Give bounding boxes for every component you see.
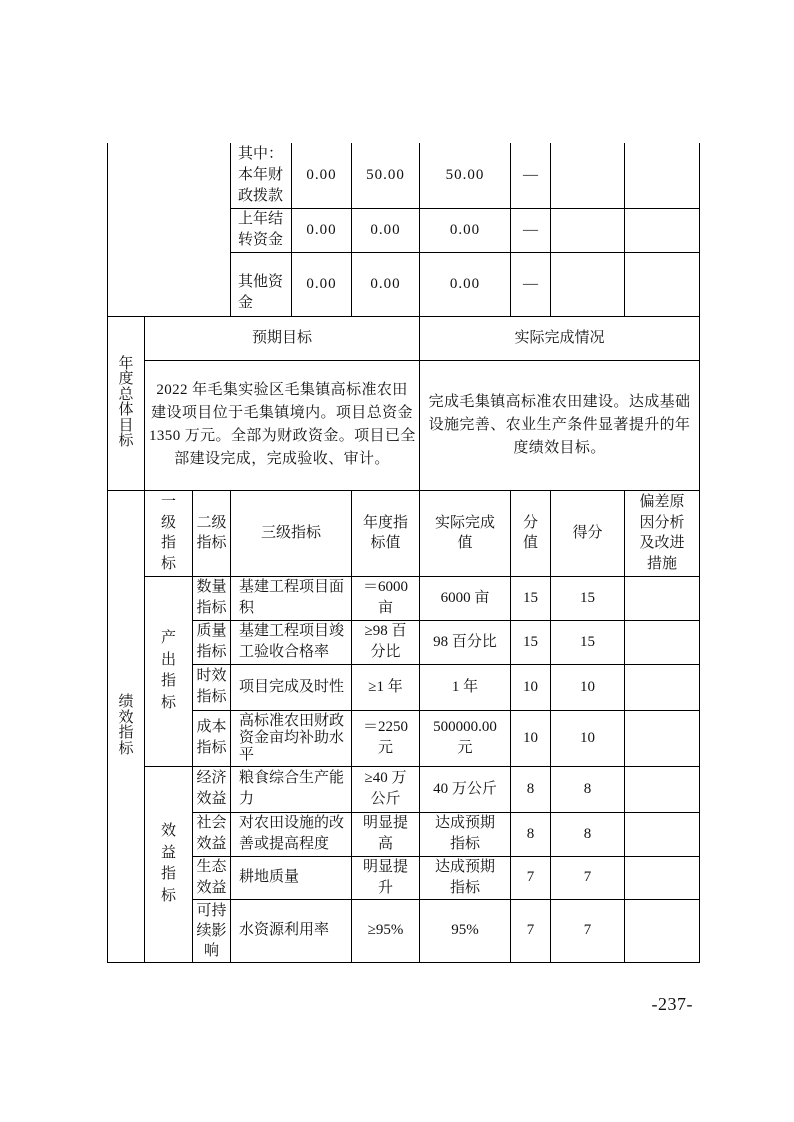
funding-label-cell bbox=[231, 252, 292, 316]
funding-value: 0.00 bbox=[370, 221, 401, 238]
expected-goal-line: 2022 年毛集实验区毛集镇高标准农田 bbox=[156, 382, 408, 398]
score-value: 7 bbox=[583, 869, 592, 885]
header-deviation-cell bbox=[625, 490, 700, 576]
header-level1: 一级指标 bbox=[160, 494, 176, 572]
actual-value: 98 百分比 bbox=[433, 633, 497, 650]
level2-label: 成本指标 bbox=[196, 719, 227, 756]
header-target-cell bbox=[352, 490, 420, 576]
level3-cell bbox=[231, 710, 352, 766]
score-value: 10 bbox=[580, 729, 596, 746]
funding-value-cell bbox=[420, 208, 511, 252]
actual-status-line: 设施完善、农业生产条件显著提升的年 bbox=[428, 416, 691, 433]
level3-label: 基建工程项目竣工验收合格率 bbox=[239, 623, 345, 660]
indicator-header-row bbox=[108, 490, 700, 576]
header-deviation: 偏差原因分析及改进措施 bbox=[639, 494, 685, 572]
score-value: 10 bbox=[580, 678, 596, 695]
funding-value: 50.00 bbox=[366, 166, 405, 183]
funding-value-cell bbox=[420, 143, 511, 208]
page-number: -237- bbox=[651, 994, 693, 1014]
target-cell bbox=[352, 812, 420, 856]
score-cell bbox=[551, 856, 625, 899]
actual-value: 95% bbox=[451, 922, 479, 939]
funding-empty-cell bbox=[551, 252, 625, 316]
level1-label: 产出指标 bbox=[160, 630, 176, 711]
funding-value: 0.00 bbox=[306, 275, 337, 292]
target-value: ＝6000亩 bbox=[363, 579, 409, 616]
target-cell bbox=[352, 899, 420, 962]
level3-cell bbox=[231, 812, 352, 856]
funding-dash: — bbox=[523, 221, 539, 238]
level3-label: 水资源利用率 bbox=[239, 922, 330, 939]
header-level3-cell bbox=[231, 490, 352, 576]
weight-cell bbox=[511, 620, 551, 664]
actual-cell bbox=[420, 812, 511, 856]
funding-dash-cell bbox=[511, 143, 551, 208]
annual-goal-section-label: 年度总体目标 bbox=[118, 355, 134, 449]
performance-table bbox=[107, 143, 700, 963]
level3-cell bbox=[231, 620, 352, 664]
header-score-cell bbox=[551, 490, 625, 576]
funding-value-cell bbox=[292, 252, 352, 316]
actual-status-cell bbox=[420, 360, 700, 490]
funding-value: 0.00 bbox=[306, 166, 337, 183]
header-actual-cell bbox=[420, 490, 511, 576]
level1-output-cell bbox=[145, 576, 193, 766]
expected-goal-cell bbox=[145, 360, 420, 490]
weight-cell bbox=[511, 812, 551, 856]
actual-value: 500000.00元 bbox=[433, 719, 497, 756]
actual-cell bbox=[420, 710, 511, 766]
deviation-cell bbox=[625, 576, 700, 620]
level3-label: 高标准农田财政资金亩均补助水平 bbox=[239, 712, 345, 763]
weight-cell bbox=[511, 664, 551, 710]
funding-label: 上年结转资金 bbox=[238, 211, 284, 248]
indicator-row bbox=[108, 812, 700, 856]
weight-value: 8 bbox=[526, 780, 535, 797]
header-level3: 三级指标 bbox=[261, 524, 322, 541]
level3-label: 对农田设施的改善或提高程度 bbox=[239, 815, 345, 852]
expected-goal-line: 建设项目位于毛集镇境内。项目总资金 bbox=[151, 405, 413, 421]
performance-section-label: 绩效指标 bbox=[118, 694, 134, 757]
actual-value: 6000 亩 bbox=[440, 589, 490, 606]
target-value: ≥98 百分比 bbox=[364, 623, 407, 660]
weight-cell bbox=[511, 856, 551, 899]
funding-value: 50.00 bbox=[445, 166, 485, 183]
funding-empty-cell bbox=[625, 208, 700, 252]
indicator-row bbox=[108, 576, 700, 620]
funding-value-cell bbox=[352, 143, 420, 208]
funding-value: 0.00 bbox=[449, 221, 481, 238]
weight-cell bbox=[511, 576, 551, 620]
header-score: 得分 bbox=[572, 524, 603, 541]
header-target: 年度指标值 bbox=[363, 514, 409, 551]
funding-empty-cell bbox=[551, 143, 625, 208]
funding-label-cell bbox=[231, 143, 292, 208]
funding-row bbox=[108, 143, 700, 208]
funding-dash: — bbox=[523, 275, 539, 292]
level2-cell bbox=[193, 856, 231, 899]
level2-cell bbox=[193, 766, 231, 812]
annual-goal-header-row bbox=[108, 316, 700, 360]
funding-dash-cell bbox=[511, 252, 551, 316]
indicator-row bbox=[108, 664, 700, 710]
target-cell bbox=[352, 856, 420, 899]
level2-cell bbox=[193, 620, 231, 664]
deviation-cell bbox=[625, 899, 700, 962]
actual-status-header-cell bbox=[420, 316, 700, 360]
level2-label: 经济效益 bbox=[196, 770, 227, 807]
weight-cell bbox=[511, 899, 551, 962]
score-value: 15 bbox=[580, 589, 596, 606]
funding-value-cell bbox=[292, 143, 352, 208]
score-value: 15 bbox=[580, 633, 596, 650]
target-cell bbox=[352, 664, 420, 710]
level1-label: 效益指标 bbox=[160, 823, 176, 904]
weight-value: 10 bbox=[523, 678, 539, 695]
funding-dash-cell bbox=[511, 208, 551, 252]
score-cell bbox=[551, 710, 625, 766]
actual-cell bbox=[420, 620, 511, 664]
header-weight-cell bbox=[511, 490, 551, 576]
level3-label: 项目完成及时性 bbox=[239, 678, 345, 695]
header-level2: 二级指标 bbox=[196, 514, 227, 551]
score-cell bbox=[551, 766, 625, 812]
funding-label: 其中：本年财政拨款 bbox=[238, 145, 284, 204]
weight-cell bbox=[511, 710, 551, 766]
header-actual: 实际完成值 bbox=[435, 514, 496, 551]
weight-cell bbox=[511, 766, 551, 812]
deviation-cell bbox=[625, 664, 700, 710]
expected-goal-line: 部建设完成，完成验收、审计。 bbox=[174, 451, 390, 467]
funding-empty-cell bbox=[625, 252, 700, 316]
expected-goal-header: 预期目标 bbox=[252, 329, 313, 346]
header-level2-cell bbox=[193, 490, 231, 576]
funding-value: 0.00 bbox=[370, 275, 401, 292]
expected-goal-header-cell bbox=[145, 316, 420, 360]
level3-label: 粮食综合生产能力 bbox=[239, 770, 345, 807]
score-cell bbox=[551, 664, 625, 710]
funding-value: 0.00 bbox=[306, 221, 337, 238]
level3-cell bbox=[231, 899, 352, 962]
score-cell bbox=[551, 620, 625, 664]
funding-dash: — bbox=[523, 166, 539, 183]
funding-value-cell bbox=[292, 208, 352, 252]
level3-cell bbox=[231, 664, 352, 710]
level3-cell bbox=[231, 576, 352, 620]
target-cell bbox=[352, 576, 420, 620]
deviation-cell bbox=[625, 766, 700, 812]
funding-value-cell bbox=[420, 252, 511, 316]
actual-value: 达成预期指标 bbox=[435, 815, 496, 852]
expected-goal-line: 1350 万元。全部为财政资金。项目已全 bbox=[149, 428, 416, 444]
actual-value: 40 万公斤 bbox=[433, 780, 497, 797]
level2-label: 数量指标 bbox=[196, 579, 227, 616]
target-value: ≥95% bbox=[367, 922, 404, 939]
deviation-cell bbox=[625, 856, 700, 899]
actual-status-header: 实际完成情况 bbox=[514, 329, 605, 346]
target-value: 明显提升 bbox=[363, 858, 409, 896]
funding-blank-cell bbox=[108, 143, 231, 316]
level2-label: 生态效益 bbox=[196, 858, 227, 896]
actual-cell bbox=[420, 856, 511, 899]
funding-empty-cell bbox=[551, 208, 625, 252]
funding-value: 0.00 bbox=[449, 275, 481, 292]
level2-label: 时效指标 bbox=[196, 668, 227, 705]
score-value: 8 bbox=[583, 780, 592, 797]
actual-status-line: 完成毛集镇高标准农田建设。达成基础 bbox=[428, 393, 691, 410]
weight-value: 7 bbox=[526, 922, 535, 938]
target-value: ＝2250元 bbox=[363, 719, 409, 756]
level3-label: 基建工程项目面积 bbox=[239, 579, 345, 616]
funding-empty-cell bbox=[625, 143, 700, 208]
score-value: 8 bbox=[583, 825, 592, 842]
indicator-row bbox=[108, 856, 700, 899]
level2-label: 可持续影响 bbox=[196, 902, 227, 959]
weight-value: 8 bbox=[526, 825, 535, 842]
indicator-row bbox=[108, 710, 700, 766]
level1-benefit-cell bbox=[145, 766, 193, 962]
performance-section-cell bbox=[108, 490, 145, 962]
actual-cell bbox=[420, 576, 511, 620]
header-weight: 分值 bbox=[523, 514, 539, 551]
actual-value: 1 年 bbox=[451, 678, 479, 695]
target-cell bbox=[352, 766, 420, 812]
target-value: 明显提高 bbox=[363, 815, 409, 852]
level2-label: 社会效益 bbox=[196, 815, 227, 852]
annual-goal-section-cell bbox=[108, 316, 145, 490]
weight-value: 10 bbox=[523, 729, 539, 746]
level2-cell bbox=[193, 812, 231, 856]
level3-cell bbox=[231, 856, 352, 899]
score-value: 7 bbox=[583, 922, 592, 938]
level2-label: 质量指标 bbox=[196, 623, 227, 660]
funding-label-cell bbox=[231, 208, 292, 252]
funding-value-cell bbox=[352, 252, 420, 316]
deviation-cell bbox=[625, 812, 700, 856]
score-cell bbox=[551, 576, 625, 620]
indicator-row bbox=[108, 766, 700, 812]
actual-cell bbox=[420, 664, 511, 710]
indicator-row bbox=[108, 620, 700, 664]
actual-cell bbox=[420, 766, 511, 812]
weight-value: 15 bbox=[523, 633, 539, 650]
header-level1-cell bbox=[145, 490, 193, 576]
level2-cell bbox=[193, 899, 231, 962]
target-cell bbox=[352, 620, 420, 664]
deviation-cell bbox=[625, 710, 700, 766]
level3-cell bbox=[231, 766, 352, 812]
level2-cell bbox=[193, 576, 231, 620]
score-cell bbox=[551, 812, 625, 856]
actual-cell bbox=[420, 899, 511, 962]
target-value: ≥1 年 bbox=[368, 678, 403, 695]
level2-cell bbox=[193, 710, 231, 766]
actual-status-line: 度绩效目标。 bbox=[513, 439, 606, 456]
level3-label: 耕地质量 bbox=[239, 869, 300, 886]
level2-cell bbox=[193, 664, 231, 710]
deviation-cell bbox=[625, 620, 700, 664]
indicator-row bbox=[108, 899, 700, 962]
actual-value: 达成预期指标 bbox=[435, 858, 496, 896]
annual-goal-content-row bbox=[108, 360, 700, 490]
weight-value: 15 bbox=[523, 589, 539, 606]
funding-value-cell bbox=[352, 208, 420, 252]
funding-label: 其他资金 bbox=[238, 273, 284, 311]
target-value: ≥40 万公斤 bbox=[364, 770, 407, 807]
target-cell bbox=[352, 710, 420, 766]
score-cell bbox=[551, 899, 625, 962]
weight-value: 7 bbox=[526, 869, 535, 885]
